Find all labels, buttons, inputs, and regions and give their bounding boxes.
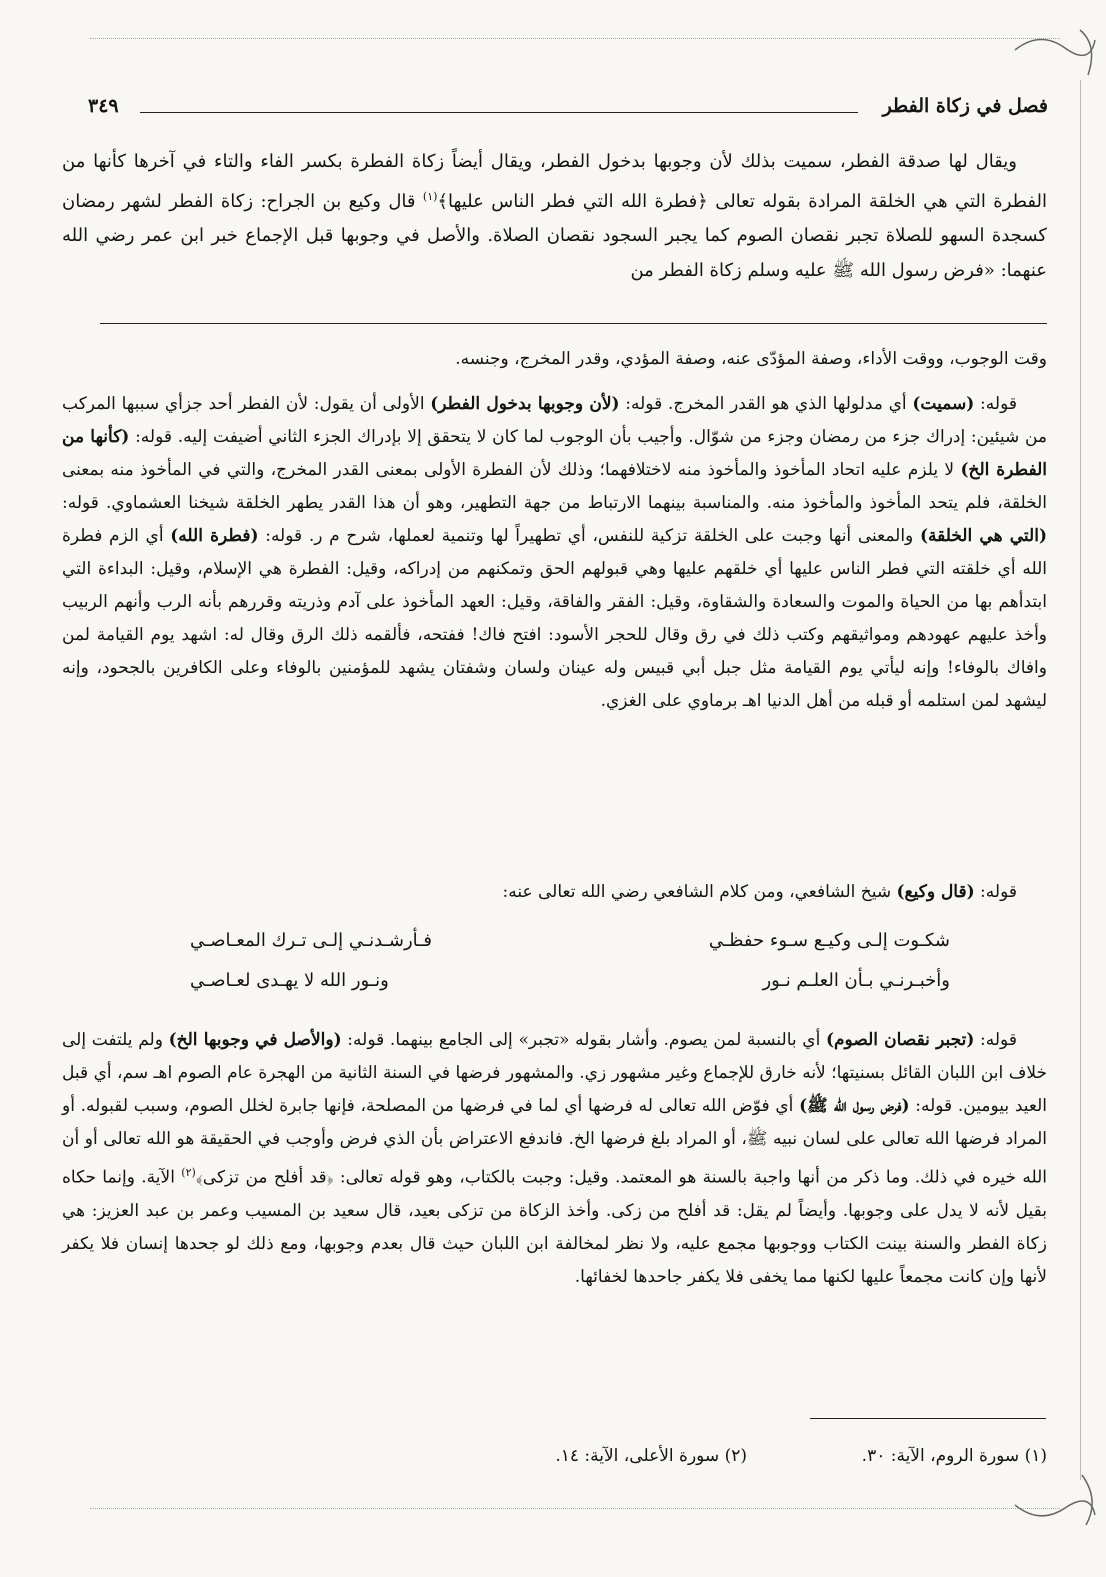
verse-second-half: ونـور الله لا يهـدى لعـاصـي <box>190 970 389 991</box>
page-side-border <box>1080 80 1081 1480</box>
header-rule <box>140 112 858 113</box>
corner-ornament-top <box>1010 20 1100 80</box>
footnote-1: (١) سورة الروم، الآية: ٣٠. <box>861 1446 1047 1466</box>
page-top-border <box>90 38 1060 39</box>
commentary-paragraph: قوله: (تجبر نقصان الصوم) أي بالنسبة لمن يصوم. وأشار بقوله «تجبر» إلى الجامع بينهما. قوله: (والأصل في وجوبها الخ) ولم يلتفت إلى خلاف ابن اللبان القائل بسنيتها؛ لأنه خارق للإجماع وغير مشهور زي. والمشهور فرضها في السنة الثانية من الهجرة عام الصوم اهـ سم، أي قبل العيد بيومين. قوله: (فرض رسول الله ﷺ) أي فوّض الله تعالى له فرضها أي لما في فرضها من المصلحة، فإنها جابرة لخلل الصوم، وسبب لقبوله. أو المراد فرضها الله تعالى على لسان نبيه ﷺ، أو المراد بلغ فرضها الخ. فاندفع الاعتراض بأن الذي فرض وأوجب في الحقيقة هو الله تعالى أو أن الله خيره في ذلك. وما ذكر من أنها واجبة بالسنة هو المعتمد. وقيل: وجبت بالكتاب، وهو قوله تعالى: ﴿قد أفلح من تزكى﴾$^{(٢)}$ الآية. وإنما حكاه بقيل لأنه لا يدل على وجوبها. وأيضاً لم يقل: قد أفلح من زكى. وأخذ الزكاة من تزكى بعيد، قال سعيد بن المسيب وعمر بن عبد العزيز: هي زكاة الفطر والسنة بينت الكتاب ووجوبها مجمع عليه، ولا نظر لمخالفة ابن اللبان حيث قال بعدم وجوبها، ومع ذلك لو جحدها إنسان فلا يكفر لأنها وإن كانت مجمعاً عليها لكنها مما يخفى فلا يكفر جاحدها لخفائها. <box>62 1030 1047 1287</box>
footnote-rule <box>810 1418 1046 1419</box>
poem-verse <box>150 970 950 1004</box>
main-paragraph: ويقال لها صدقة الفطر، سميت بذلك لأن وجوبها بدخول الفطر، ويقال أيضاً زكاة الفطرة بكسر الفاء والتاء في آخرها كأنها من الفطرة التي هي الخلقة المرادة بقوله تعالى ﴿فطرة الله التي فطر الناس عليها﴾$^{(١)}$ قال وكيع بن الجراح: زكاة الفطر لشهر رمضان كسجدة السهو للصلاة تجبر نقصان الصوم كما يجبر السجود نقصان الصلاة. والأصل في وجوبها قبل الإجماع خبر ابن عمر رضي الله عنهما: «فرض رسول الله ﷺ عليه وسلم زكاة الفطر من <box>62 151 1047 281</box>
commentary-paragraph: قوله: (قال وكيع) شيخ الشافعي، ومن كلام الشافعي رضي الله تعالى عنه: <box>502 882 1017 902</box>
page-number: ٣٤٩ <box>88 95 119 117</box>
footnote-2: (٢) سورة الأعلى، الآية: ١٤. <box>555 1446 747 1466</box>
commentary-block <box>62 876 1047 909</box>
poem-verse <box>150 930 950 964</box>
running-header <box>88 95 1048 125</box>
commentary-block <box>62 1024 1047 1294</box>
verse-second-half: فـأرشـدنـي إلـى تـرك المعـاصـي <box>190 930 433 951</box>
footnote-marker: (١) <box>422 189 438 203</box>
footnote-marker: (٢) <box>181 1166 196 1179</box>
page-bottom-border <box>90 1508 1060 1509</box>
commentary-paragraph: قوله: (سميت) أي مدلولها الذي هو القدر المخرج. قوله: (لأن وجوبها بدخول الفطر) الأولى أن يقول: لأن الفطر أحد جزأي سببها المركب من شيئين: إدراك جزء من رمضان وجزء من شوّال. وأجيب بأن الوجوب لما كان لا يتحقق إلا بإدراك الجزء الثاني أضيفت إليه. قوله: (كأنها من الفطرة الخ) لا يلزم عليه اتحاد المأخوذ والمأخوذ منه لاختلافهما؛ وذلك لأن الفطرة الأولى بمعنى القدر المخرج، والتي في المأخوذ منه بمعنى الخلقة، فلم يتحد المأخوذ والمأخوذ منه. والمناسبة بينهما الارتباط من جهة التطهير، وهو أن هذا القدر يطهر الخلقة شيخنا العشماوي. قوله: (التي هي الخلقة) والمعنى أنها وجبت على الخلقة تزكية للنفس، أي تطهيراً لها وتنمية لعملها، شرح م ر. قوله: (فطرة الله) أي الزم فطرة الله أي خلقته التي فطر الناس عليها أي خلقهم عليها وهي قبولهم الحق وتمكنهم من إدراكه، وقيل: الفطرة هي الإسلام، وقيل: البداءة التي ابتدأهم بها من الحياة والموت والسعادة والشقاوة، وقيل: الفقر والفاقة، وقيل: العهد المأخوذ على آدم وذريته وقررهم بأنه الرب وأنهم الربيب وأخذ عليهم عهودهم ومواثيقهم وكتب ذلك في رق وقال للحجر الأسود: افتح فاك! ففتحه، فألقمه ذلك الرق وقال له: اشهد يوم القيامة لمن وافاك بالوفاء! وإنه ليأتي يوم القيامة مثل جبل أبي قبيس وله عينان ولسان وشفتان يشهد للمؤمنين بالوفاء وعلى الكافرين بالجحود، وإنه ليشهد لمن استلمه أو قبله من أهل الدنيا اهـ برماوي على الغزي. <box>62 394 1047 711</box>
text-commentary-separator <box>100 323 1047 324</box>
footnotes <box>62 1446 1047 1486</box>
chapter-title: فصل في زكاة الفطر <box>882 95 1048 117</box>
verse-first-half: شكـوت إلـى وكيـع سـوء حفظـي <box>708 930 950 951</box>
main-text <box>62 145 1047 288</box>
commentary-block <box>62 343 1047 718</box>
verse-first-half: وأخبـرنـي بـأن العلـم نـور <box>762 970 950 991</box>
commentary-line: وقت الوجوب، ووقت الأداء، وصفة المؤدّى عنه، وصفة المؤدي، وقدر المخرج، وجنسه. <box>455 349 1047 369</box>
